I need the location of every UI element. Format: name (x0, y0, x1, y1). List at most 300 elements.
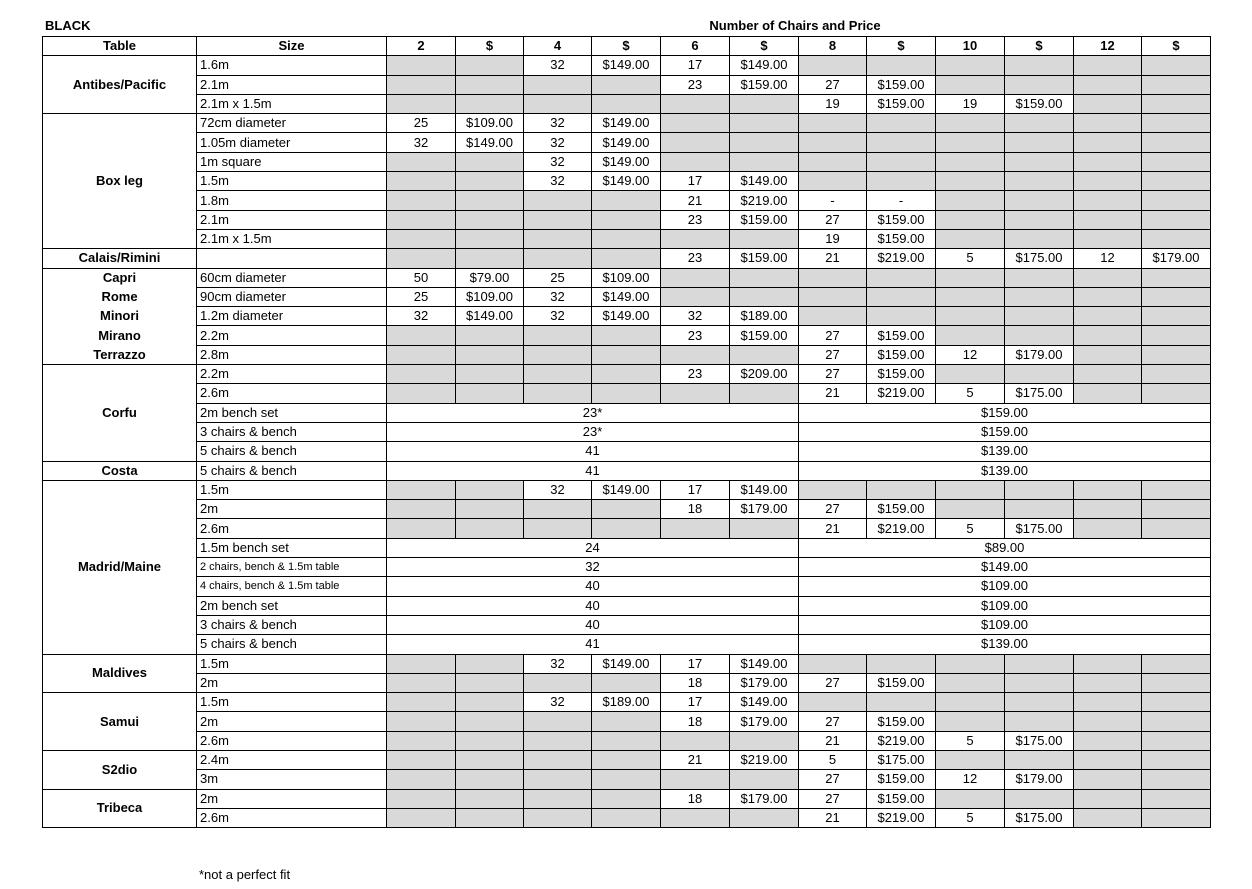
price-cell (456, 249, 524, 268)
table-name: Madrid/Maine (43, 480, 197, 654)
size-cell: 5 chairs & bench (197, 442, 387, 461)
column-header: Table (43, 37, 197, 56)
price-cell: $149.00 (592, 287, 661, 306)
chair-count-cell: 32 (524, 114, 592, 133)
price-cell (867, 172, 936, 191)
price-cell (592, 345, 661, 364)
price-cell: $159.00 (867, 500, 936, 519)
chair-count-cell: 21 (799, 519, 867, 538)
chair-count-cell (799, 114, 867, 133)
size-cell: 1.5m (197, 654, 387, 673)
chair-count-cell (936, 56, 1005, 75)
chair-count-cell (1074, 56, 1142, 75)
table-name: Calais/Rimini (43, 249, 197, 268)
price-cell (456, 673, 524, 692)
column-header: $ (867, 37, 936, 56)
price-cell (456, 654, 524, 673)
size-cell: 1.6m (197, 56, 387, 75)
table-name: Rome (43, 287, 197, 306)
price-cell (592, 229, 661, 248)
chair-count-cell (524, 365, 592, 384)
chair-count-cell (387, 750, 456, 769)
size-cell: 2.1m x 1.5m (197, 229, 387, 248)
size-cell: 2.2m (197, 365, 387, 384)
price-cell (1142, 365, 1211, 384)
chair-count-cell: 32 (524, 654, 592, 673)
price-table (42, 36, 1211, 828)
price-cell (456, 345, 524, 364)
table-row (43, 422, 1211, 441)
price-cell: $159.00 (730, 75, 799, 94)
column-header: 10 (936, 37, 1005, 56)
chair-count-cell: 27 (799, 673, 867, 692)
table-row (43, 384, 1211, 403)
table-row (43, 75, 1211, 94)
chair-count-cell (387, 712, 456, 731)
size-cell: 1.2m diameter (197, 307, 387, 326)
price-cell (1005, 152, 1074, 171)
chair-count-cell (524, 75, 592, 94)
size-cell: 1.8m (197, 191, 387, 210)
chair-count-cell: 19 (799, 229, 867, 248)
price-cell: $159.00 (867, 345, 936, 364)
price-cell (867, 114, 936, 133)
merged-price: $139.00 (799, 635, 1211, 654)
price-cell (456, 712, 524, 731)
chair-count-cell (1074, 152, 1142, 171)
chair-count-cell: 32 (387, 133, 456, 152)
chair-count-cell: 12 (1074, 249, 1142, 268)
chair-count-cell: 32 (524, 152, 592, 171)
table-row (43, 577, 1211, 596)
merged-chair-count: 41 (387, 635, 799, 654)
table-row (43, 229, 1211, 248)
chair-count-cell (387, 249, 456, 268)
price-cell (1142, 693, 1211, 712)
merged-price: $139.00 (799, 461, 1211, 480)
size-cell: 1.5m (197, 693, 387, 712)
price-cell (1005, 307, 1074, 326)
table-name: Samui (43, 693, 197, 751)
chair-count-cell (936, 654, 1005, 673)
table-row (43, 731, 1211, 750)
price-cell: $179.00 (1005, 345, 1074, 364)
price-cell (730, 133, 799, 152)
chair-count-cell (936, 75, 1005, 94)
price-cell (1005, 210, 1074, 229)
size-cell: 5 chairs & bench (197, 635, 387, 654)
price-cell: $149.00 (592, 480, 661, 499)
price-cell: $159.00 (1005, 94, 1074, 113)
merged-chair-count: 41 (387, 442, 799, 461)
price-cell: $159.00 (867, 673, 936, 692)
chair-count-cell (524, 673, 592, 692)
price-cell: $149.00 (730, 654, 799, 673)
chair-count-cell (799, 133, 867, 152)
price-cell: $189.00 (730, 307, 799, 326)
chair-count-cell (1074, 229, 1142, 248)
chair-count-cell (1074, 654, 1142, 673)
chair-count-cell (799, 56, 867, 75)
price-cell (456, 519, 524, 538)
price-cell (592, 770, 661, 789)
price-cell (592, 731, 661, 750)
table-row (43, 365, 1211, 384)
chair-count-cell (661, 770, 730, 789)
chair-count-cell: 27 (799, 345, 867, 364)
chair-count-cell (936, 133, 1005, 152)
chair-count-cell: 50 (387, 268, 456, 287)
price-cell (867, 693, 936, 712)
chair-count-cell (936, 210, 1005, 229)
chair-count-cell (936, 172, 1005, 191)
chair-count-cell: 23 (661, 75, 730, 94)
chair-count-cell (936, 326, 1005, 345)
price-cell (592, 789, 661, 808)
table-name: Tribeca (43, 789, 197, 828)
column-header: $ (730, 37, 799, 56)
price-cell: $209.00 (730, 365, 799, 384)
table-row (43, 268, 1211, 287)
size-cell: 72cm diameter (197, 114, 387, 133)
size-cell (197, 249, 387, 268)
table-row (43, 519, 1211, 538)
price-cell (1005, 654, 1074, 673)
chairs-price-header: Number of Chairs and Price (709, 18, 881, 33)
price-table-body (43, 37, 1211, 828)
price-cell: $149.00 (592, 654, 661, 673)
chair-count-cell: 25 (387, 114, 456, 133)
column-header: Size (197, 37, 387, 56)
table-row (43, 210, 1211, 229)
table-row (43, 403, 1211, 422)
chair-count-cell: 5 (936, 808, 1005, 827)
price-cell (456, 172, 524, 191)
size-cell: 2.6m (197, 384, 387, 403)
table-row (43, 461, 1211, 480)
table-row (43, 693, 1211, 712)
table-row (43, 133, 1211, 152)
price-cell (456, 789, 524, 808)
chair-count-cell (1074, 480, 1142, 499)
chair-count-cell (1074, 789, 1142, 808)
price-cell (1005, 500, 1074, 519)
price-cell (592, 94, 661, 113)
table-name: S2dio (43, 750, 197, 789)
chair-count-cell (1074, 384, 1142, 403)
price-cell (592, 249, 661, 268)
header-row (43, 37, 1211, 56)
price-cell (867, 480, 936, 499)
chair-count-cell (936, 307, 1005, 326)
chair-count-cell: 27 (799, 500, 867, 519)
chair-count-cell (387, 152, 456, 171)
chair-count-cell (936, 191, 1005, 210)
price-cell: $149.00 (456, 307, 524, 326)
table-row (43, 615, 1211, 634)
table-name: Mirano (43, 326, 197, 345)
size-cell: 2m bench set (197, 596, 387, 615)
table-row (43, 249, 1211, 268)
chair-count-cell: 25 (524, 268, 592, 287)
chair-count-cell (936, 365, 1005, 384)
table-row (43, 654, 1211, 673)
price-cell: $109.00 (456, 287, 524, 306)
table-row (43, 808, 1211, 827)
chair-count-cell (1074, 673, 1142, 692)
chair-count-cell: 21 (661, 750, 730, 769)
chair-count-cell (936, 152, 1005, 171)
price-cell: $149.00 (730, 56, 799, 75)
chair-count-cell (799, 287, 867, 306)
price-cell (730, 229, 799, 248)
chair-count-cell (1074, 287, 1142, 306)
chair-count-cell (936, 114, 1005, 133)
price-cell (592, 712, 661, 731)
price-cell (1005, 480, 1074, 499)
price-cell (1005, 133, 1074, 152)
price-cell (456, 384, 524, 403)
chair-count-cell (799, 480, 867, 499)
merged-price: $89.00 (799, 538, 1211, 557)
chair-count-cell (1074, 808, 1142, 827)
chair-count-cell (661, 229, 730, 248)
table-row (43, 114, 1211, 133)
price-cell (1142, 229, 1211, 248)
price-cell (456, 152, 524, 171)
chair-count-cell (387, 172, 456, 191)
size-cell: 5 chairs & bench (197, 461, 387, 480)
price-cell: $159.00 (867, 789, 936, 808)
price-cell: $149.00 (730, 480, 799, 499)
sheet-title: BLACK (45, 18, 91, 33)
size-cell: 4 chairs, bench & 1.5m table (197, 577, 387, 596)
price-cell: $149.00 (592, 307, 661, 326)
price-cell (1142, 750, 1211, 769)
price-cell (456, 326, 524, 345)
price-cell (456, 480, 524, 499)
price-cell: $159.00 (867, 770, 936, 789)
price-cell (592, 384, 661, 403)
table-row (43, 500, 1211, 519)
price-cell (1142, 480, 1211, 499)
size-cell: 2.1m x 1.5m (197, 94, 387, 113)
price-cell (456, 56, 524, 75)
chair-count-cell (524, 770, 592, 789)
chair-count-cell (387, 673, 456, 692)
chair-count-cell (387, 519, 456, 538)
size-cell: 1.5m (197, 480, 387, 499)
table-row (43, 673, 1211, 692)
chair-count-cell (387, 229, 456, 248)
chair-count-cell (1074, 345, 1142, 364)
price-cell (1005, 229, 1074, 248)
table-name: Antibes/Pacific (43, 56, 197, 114)
column-header: 4 (524, 37, 592, 56)
chair-count-cell: 5 (799, 750, 867, 769)
chair-count-cell: 17 (661, 480, 730, 499)
size-cell: 2.4m (197, 750, 387, 769)
price-cell (1142, 384, 1211, 403)
price-cell: - (867, 191, 936, 210)
price-cell (592, 673, 661, 692)
price-cell (730, 345, 799, 364)
chair-count-cell (387, 94, 456, 113)
price-cell (456, 808, 524, 827)
chair-count-cell: 23 (661, 365, 730, 384)
size-cell: 3m (197, 770, 387, 789)
price-cell: $149.00 (592, 152, 661, 171)
chair-count-cell (524, 210, 592, 229)
chair-count-cell (387, 191, 456, 210)
table-name: Costa (43, 461, 197, 480)
merged-chair-count: 23* (387, 403, 799, 422)
table-row (43, 789, 1211, 808)
chair-count-cell (799, 268, 867, 287)
size-cell: 90cm diameter (197, 287, 387, 306)
table-row (43, 345, 1211, 364)
price-cell (1142, 731, 1211, 750)
chair-count-cell (1074, 500, 1142, 519)
table-name: Capri (43, 268, 197, 287)
size-cell: 2.1m (197, 210, 387, 229)
chair-count-cell (387, 500, 456, 519)
chair-count-cell: 17 (661, 693, 730, 712)
merged-price: $159.00 (799, 403, 1211, 422)
chair-count-cell: 19 (936, 94, 1005, 113)
size-cell: 2 chairs, bench & 1.5m table (197, 558, 387, 577)
price-cell: $179.00 (1005, 770, 1074, 789)
column-header: $ (1005, 37, 1074, 56)
price-cell (1005, 75, 1074, 94)
size-cell: 1.05m diameter (197, 133, 387, 152)
chair-count-cell (524, 384, 592, 403)
table-row (43, 635, 1211, 654)
merged-price: $109.00 (799, 615, 1211, 634)
price-cell: $175.00 (1005, 249, 1074, 268)
chair-count-cell (661, 519, 730, 538)
chair-count-cell (387, 384, 456, 403)
size-cell: 2.8m (197, 345, 387, 364)
price-cell (456, 365, 524, 384)
price-cell (730, 114, 799, 133)
price-cell: $159.00 (867, 94, 936, 113)
chair-count-cell: 17 (661, 172, 730, 191)
price-cell (1142, 519, 1211, 538)
price-cell: $179.00 (1142, 249, 1211, 268)
chair-count-cell (387, 731, 456, 750)
chair-count-cell (1074, 770, 1142, 789)
price-cell: $149.00 (730, 172, 799, 191)
price-cell: $159.00 (867, 229, 936, 248)
price-cell (730, 519, 799, 538)
chair-count-cell (524, 326, 592, 345)
chair-count-cell (1074, 133, 1142, 152)
price-cell: $159.00 (730, 249, 799, 268)
chair-count-cell: 32 (524, 287, 592, 306)
chair-count-cell: 27 (799, 210, 867, 229)
table-row (43, 307, 1211, 326)
price-cell (730, 152, 799, 171)
price-cell: $149.00 (456, 133, 524, 152)
price-cell (1005, 693, 1074, 712)
table-row (43, 558, 1211, 577)
price-cell (456, 210, 524, 229)
chair-count-cell (524, 249, 592, 268)
price-cell (1142, 808, 1211, 827)
chair-count-cell: 18 (661, 712, 730, 731)
chair-count-cell: 25 (387, 287, 456, 306)
chair-count-cell: 18 (661, 789, 730, 808)
size-cell: 60cm diameter (197, 268, 387, 287)
price-cell: $149.00 (592, 56, 661, 75)
chair-count-cell (661, 384, 730, 403)
size-cell: 1.5m (197, 172, 387, 191)
chair-count-cell (661, 731, 730, 750)
chair-count-cell: 19 (799, 94, 867, 113)
column-header: $ (1142, 37, 1211, 56)
chair-count-cell (524, 789, 592, 808)
price-cell (730, 731, 799, 750)
chair-count-cell: 32 (524, 56, 592, 75)
price-cell (456, 731, 524, 750)
table-row (43, 94, 1211, 113)
price-cell (1005, 172, 1074, 191)
chair-count-cell (1074, 94, 1142, 113)
size-cell: 2.1m (197, 75, 387, 94)
chair-count-cell (661, 345, 730, 364)
price-cell (1005, 326, 1074, 345)
price-cell: $109.00 (592, 268, 661, 287)
size-cell: 2m (197, 712, 387, 731)
price-cell (1142, 654, 1211, 673)
price-cell (456, 191, 524, 210)
chair-count-cell (1074, 365, 1142, 384)
size-cell: 2.2m (197, 326, 387, 345)
size-cell: 1.5m bench set (197, 538, 387, 557)
price-cell (1142, 133, 1211, 152)
price-cell (456, 229, 524, 248)
price-cell: $175.00 (1005, 731, 1074, 750)
price-cell: $175.00 (1005, 808, 1074, 827)
chair-count-cell (524, 229, 592, 248)
chair-count-cell (936, 229, 1005, 248)
chair-count-cell (936, 693, 1005, 712)
table-row (43, 56, 1211, 75)
chair-count-cell (524, 808, 592, 827)
column-header: 8 (799, 37, 867, 56)
chair-count-cell (661, 287, 730, 306)
chair-count-cell: 27 (799, 712, 867, 731)
chair-count-cell: 17 (661, 56, 730, 75)
price-cell: $159.00 (867, 712, 936, 731)
table-row (43, 442, 1211, 461)
chair-count-cell (936, 789, 1005, 808)
price-cell: $159.00 (867, 326, 936, 345)
table-name: Corfu (43, 365, 197, 461)
price-cell (867, 133, 936, 152)
merged-chair-count: 24 (387, 538, 799, 557)
table-row (43, 152, 1211, 171)
chair-count-cell (387, 654, 456, 673)
price-cell (456, 75, 524, 94)
size-cell: 2.6m (197, 731, 387, 750)
column-header: 12 (1074, 37, 1142, 56)
price-cell (592, 750, 661, 769)
price-cell (730, 770, 799, 789)
chair-count-cell (1074, 114, 1142, 133)
chair-count-cell: 32 (524, 307, 592, 326)
